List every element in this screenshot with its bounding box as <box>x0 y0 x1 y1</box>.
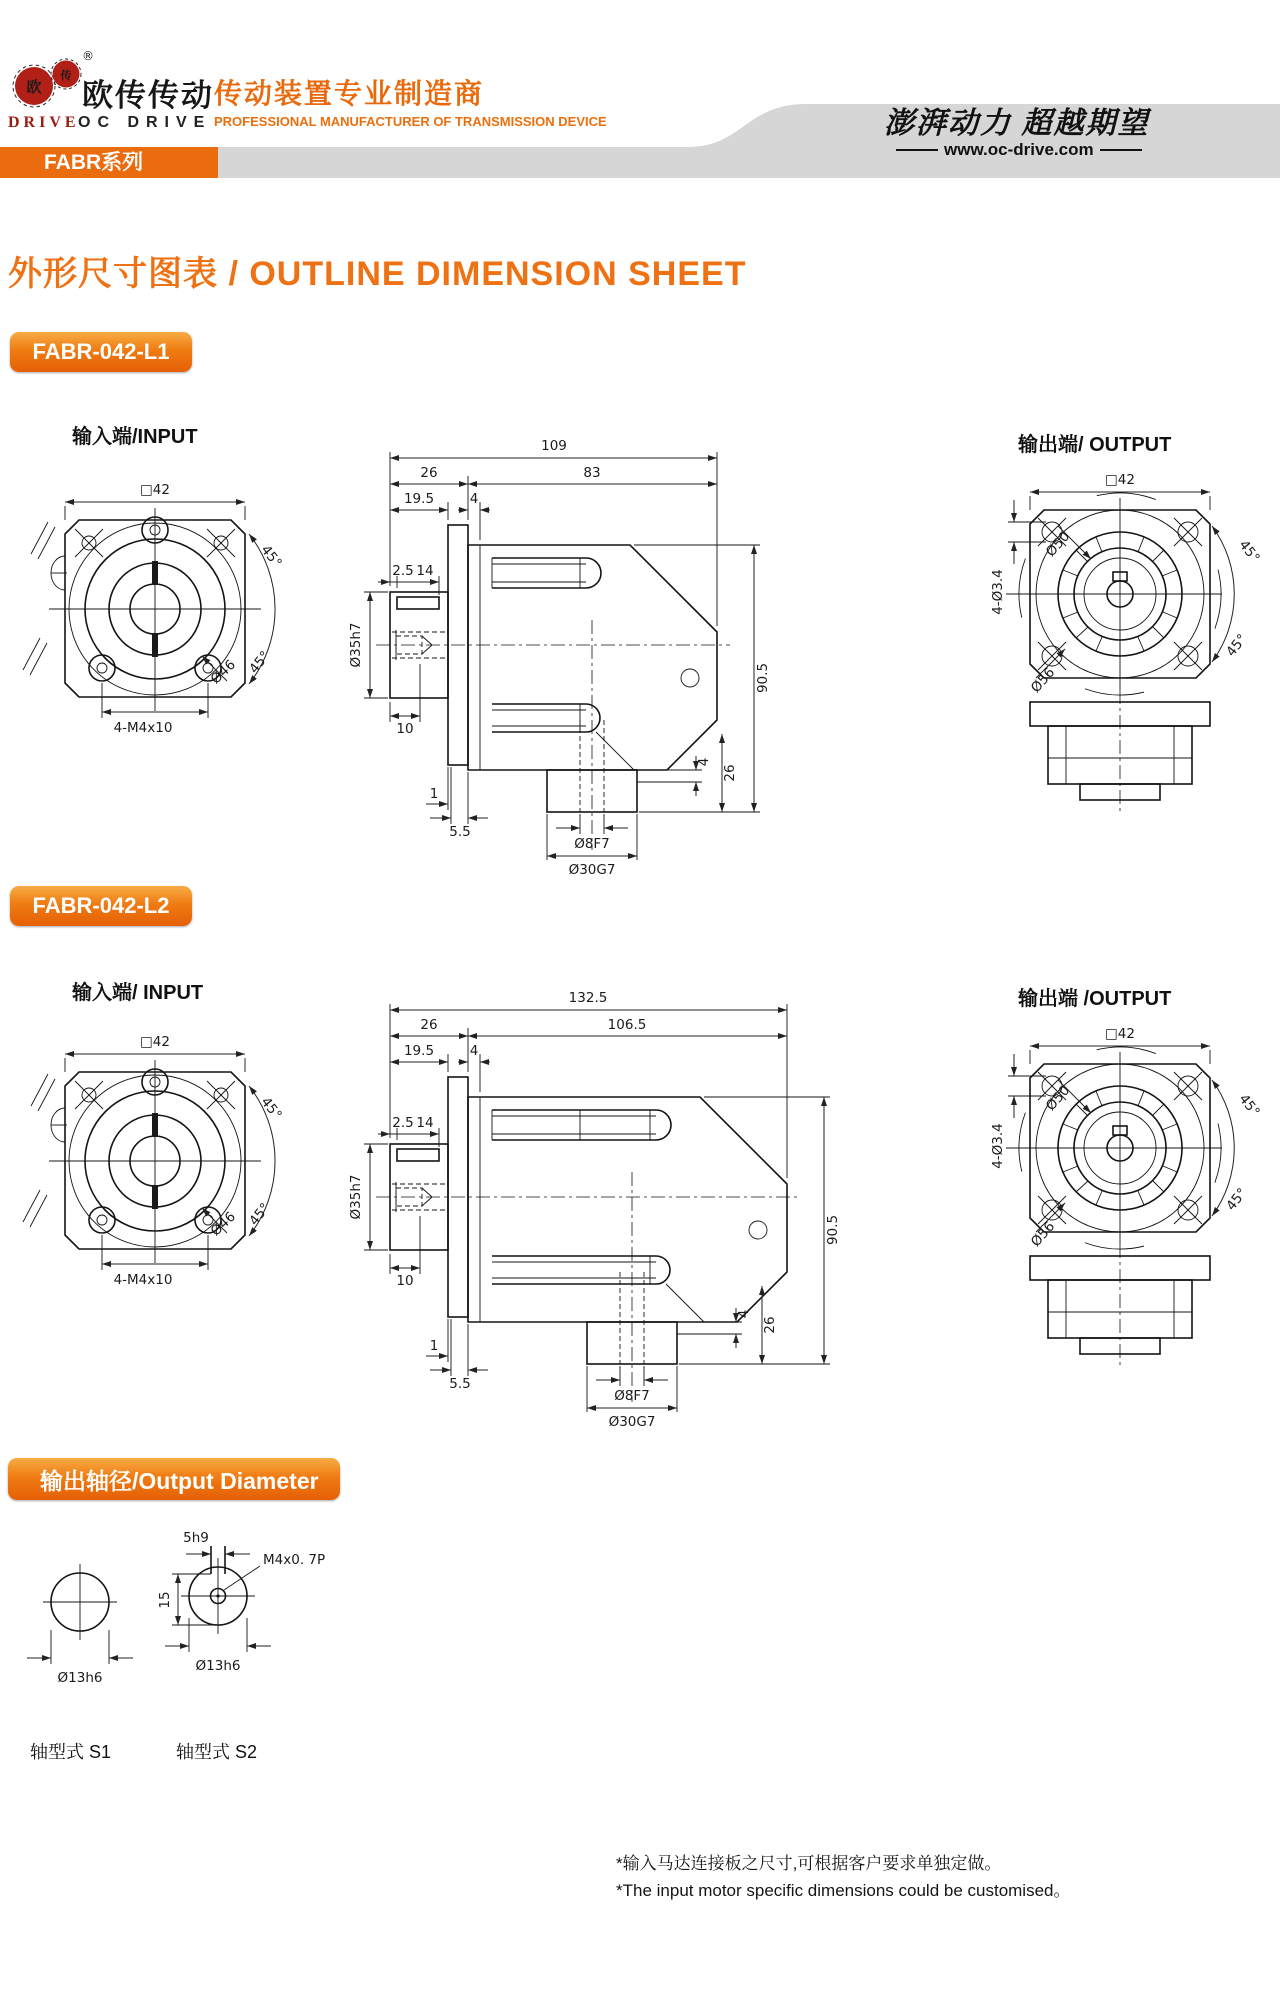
dimension-tap <box>224 1552 325 1590</box>
svg-text:1: 1 <box>429 786 439 802</box>
svg-text:90.5: 90.5 <box>755 662 771 694</box>
svg-text:Ø13h6: Ø13h6 <box>57 1670 103 1686</box>
side-view-l2 <box>330 972 890 1442</box>
output-label-l1: 输出端/ OUTPUT <box>1018 434 1172 456</box>
shaft-s1-label: 轴型式 S1 <box>30 1742 112 1762</box>
series-banner: FABR系列 <box>0 147 218 178</box>
footnote-en: *The input motor specific dimensions could be customised。 <box>616 1881 1071 1900</box>
svg-text:4-Ø3.4: 4-Ø3.4 <box>990 569 1006 615</box>
svg-text:□42: □42 <box>1105 472 1135 488</box>
svg-text:45°: 45° <box>246 1200 274 1229</box>
svg-text:Ø30G7: Ø30G7 <box>568 862 616 878</box>
svg-text:1: 1 <box>429 1338 439 1354</box>
page-title: 外形尺寸图表 / OUTLINE DIMENSION SHEET <box>8 255 747 293</box>
svg-text:10: 10 <box>396 721 414 737</box>
svg-text:M4x0. 7P: M4x0. 7P <box>263 1552 326 1568</box>
svg-text:Ø13h6: Ø13h6 <box>195 1658 241 1674</box>
boss-dimensions <box>637 734 738 812</box>
svg-text:4: 4 <box>469 491 479 507</box>
svg-text:45°: 45° <box>257 542 285 571</box>
svg-text:2.5: 2.5 <box>392 1115 414 1131</box>
svg-text:83: 83 <box>583 465 601 481</box>
svg-text:4: 4 <box>469 1043 479 1059</box>
svg-text:45°: 45° <box>1235 537 1263 566</box>
badge-fabr-042-l1: FABR-042-L1 <box>10 332 192 372</box>
svg-text:45°: 45° <box>1235 1091 1263 1120</box>
dimension-dia56 <box>1028 1203 1065 1250</box>
website-url: www.oc-drive.com <box>944 140 1094 159</box>
height-dimension <box>679 1097 841 1364</box>
output-side-profile <box>1030 690 1210 814</box>
svg-text:15: 15 <box>157 1591 173 1609</box>
svg-text:26: 26 <box>420 465 438 481</box>
gear-left-char: 欧 <box>26 78 42 96</box>
shaft-circle <box>181 1546 255 1634</box>
height-dimension <box>634 545 771 812</box>
svg-text:Ø8F7: Ø8F7 <box>574 836 610 852</box>
svg-text:45°: 45° <box>257 1094 285 1123</box>
key-dimensions <box>348 1115 488 1392</box>
input-label-l1: 输入端/INPUT <box>72 426 198 448</box>
svg-text:Ø50: Ø50 <box>1042 1082 1074 1115</box>
gearbox-body <box>376 1077 800 1402</box>
svg-text:90.5: 90.5 <box>825 1214 841 1246</box>
svg-text:4: 4 <box>696 757 712 767</box>
badge-fabr-042-l2: FABR-042-L2 <box>10 886 192 926</box>
svg-text:Ø35h7: Ø35h7 <box>348 1174 364 1220</box>
tagline-cn: 传动装置专业制造商 <box>214 78 485 109</box>
svg-text:Ø8F7: Ø8F7 <box>614 1388 650 1404</box>
svg-text:14: 14 <box>416 1115 434 1131</box>
website-dash-left <box>896 149 938 151</box>
svg-text:5h9: 5h9 <box>183 1530 209 1546</box>
svg-text:Ø46: Ø46 <box>207 1208 239 1240</box>
svg-text:109: 109 <box>541 438 567 454</box>
input-flange-view-l1 <box>5 462 305 797</box>
side-view-l1 <box>330 420 850 890</box>
shaft-s2-label: 轴型式 S2 <box>176 1742 258 1762</box>
svg-text:5.5: 5.5 <box>449 824 471 840</box>
output-flange-view-l1 <box>960 452 1280 882</box>
svg-text:4: 4 <box>736 1309 752 1319</box>
svg-text:4-M4x10: 4-M4x10 <box>113 1272 173 1288</box>
svg-text:45°: 45° <box>1223 1185 1251 1214</box>
dimension-bolt-circle <box>202 1208 239 1239</box>
svg-text:4-M4x10: 4-M4x10 <box>113 720 173 736</box>
top-dimensions <box>390 990 787 1178</box>
brand-name-en: OC DRIVE <box>78 114 212 131</box>
shaft-s2-view <box>108 1518 333 1696</box>
brand-name-cn: 欧传传动 <box>82 78 214 113</box>
logo-drive-text: DRIVE <box>8 114 80 131</box>
footnote <box>616 1850 1071 1904</box>
website-line <box>896 140 1142 160</box>
dimension-dia56 <box>1028 649 1065 696</box>
output-flange-view-l2 <box>960 1006 1280 1436</box>
svg-text:Ø50: Ø50 <box>1042 528 1074 561</box>
registered-mark: ® <box>82 49 94 63</box>
svg-text:5.5: 5.5 <box>449 1376 471 1392</box>
badge-output-diameter: 输出轴径/Output Diameter <box>8 1458 340 1500</box>
dimension-key5h9 <box>183 1530 250 1554</box>
svg-text:□42: □42 <box>140 482 170 498</box>
svg-text:19.5: 19.5 <box>403 491 435 507</box>
gear-right-char: 传 <box>60 69 72 82</box>
svg-text:19.5: 19.5 <box>403 1043 435 1059</box>
slogan-calligraphy: 澎湃动力 超越期望 <box>884 107 1150 140</box>
svg-text:106.5: 106.5 <box>607 1017 647 1033</box>
svg-text:Ø56: Ø56 <box>1027 664 1059 697</box>
dimension-depth15 <box>157 1574 218 1625</box>
svg-text:26: 26 <box>722 764 738 782</box>
output-label-l2: 输出端 /OUTPUT <box>1018 988 1172 1010</box>
svg-text:26: 26 <box>420 1017 438 1033</box>
svg-text:45°: 45° <box>1223 631 1251 660</box>
svg-text:45°: 45° <box>246 648 274 677</box>
footnote-cn: *输入马达连接板之尺寸,可根据客户要求单独定做。 <box>616 1854 1002 1873</box>
dimension-bolt-circle <box>202 656 239 687</box>
svg-text:□42: □42 <box>1105 1026 1135 1042</box>
shaft-circle <box>43 1564 117 1640</box>
svg-text:4-Ø3.4: 4-Ø3.4 <box>990 1123 1006 1169</box>
tagline-en: PROFESSIONAL MANUFACTURER OF TRANSMISSION DEVICE <box>214 114 607 129</box>
svg-text:Ø56: Ø56 <box>1027 1218 1059 1251</box>
output-side-profile <box>1030 1244 1210 1368</box>
boss-dimensions <box>677 1286 778 1364</box>
svg-text:14: 14 <box>416 563 434 579</box>
svg-text:□42: □42 <box>140 1034 170 1050</box>
svg-text:10: 10 <box>396 1273 414 1289</box>
svg-text:Ø30G7: Ø30G7 <box>608 1414 656 1430</box>
svg-text:Ø35h7: Ø35h7 <box>348 622 364 668</box>
svg-text:Ø46: Ø46 <box>207 656 239 688</box>
website-dash-right <box>1100 149 1142 151</box>
svg-text:26: 26 <box>762 1316 778 1334</box>
svg-text:132.5: 132.5 <box>568 990 608 1006</box>
key-dimensions <box>348 563 488 840</box>
svg-text:2.5: 2.5 <box>392 563 414 579</box>
input-flange-view-l2 <box>5 1014 305 1349</box>
input-label-l2: 输入端/ INPUT <box>72 982 204 1004</box>
